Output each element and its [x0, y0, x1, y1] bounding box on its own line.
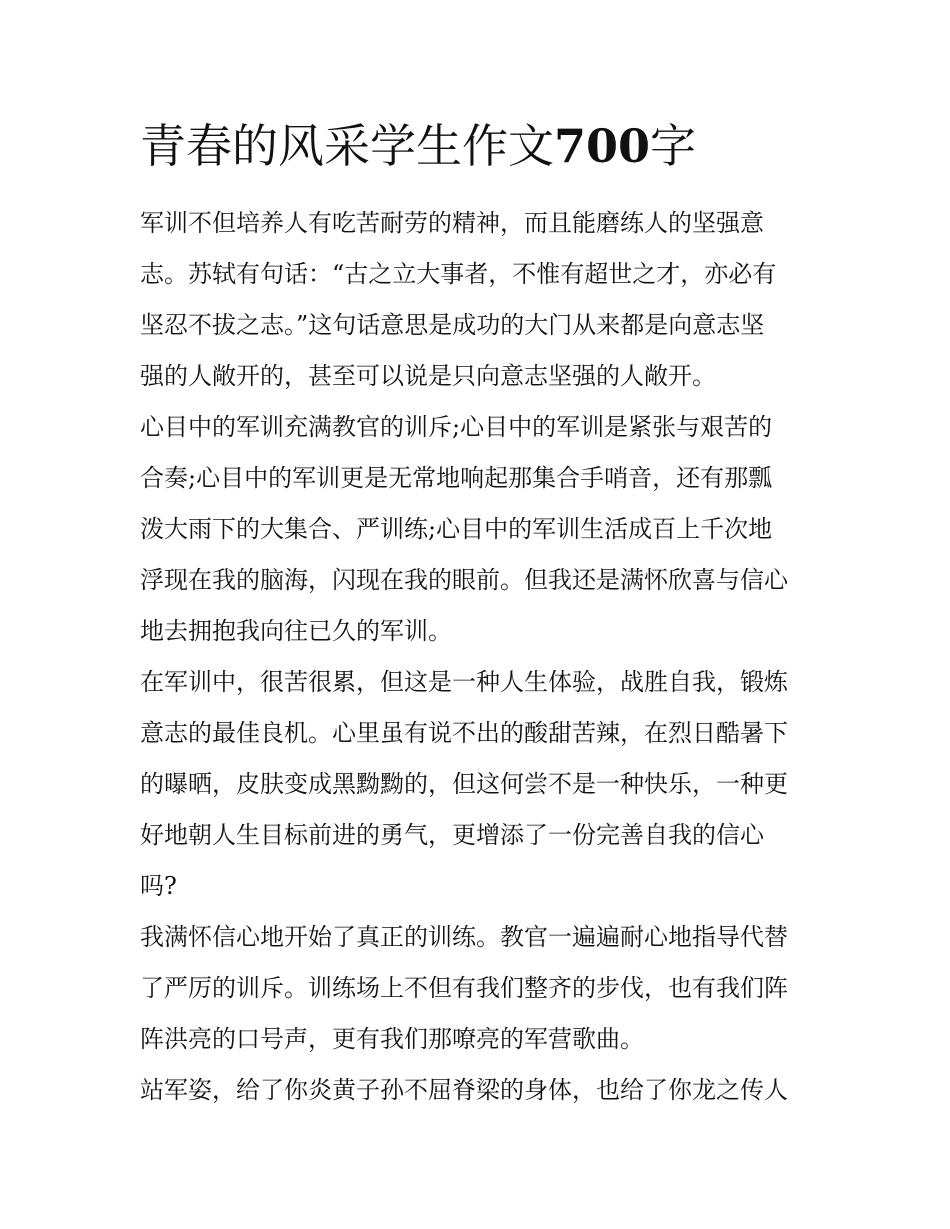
paragraph-1: [140, 198, 815, 402]
text-line: 浮现在我的脑海，闪现在我的眼前。但我还是满怀欣喜与信心: [140, 566, 788, 594]
text-line: 合奏;心目中的军训更是无常地响起那集合手哨音，还有那瓢: [140, 464, 773, 492]
text-line: 在军训中，很苦很累，但这是一种人生体验，战胜自我，锻炼: [140, 668, 788, 696]
title-text: 青春的风采学生作文: [140, 119, 554, 173]
text-line: 地去拥抱我向往已久的军训。: [140, 617, 452, 645]
text-line: 站军姿，给了你炎黄子孙不屈脊梁的身体，也给了你龙之传人: [140, 1076, 788, 1104]
text-line: 意志的最佳良机。心里虽有说不出的酸甜苦辣，在烈日酷暑下: [140, 719, 788, 747]
document-title: [140, 116, 696, 176]
text-line: 坚忍不拔之志。”这句话意思是成功的大门从来都是向意志坚: [140, 311, 765, 339]
text-line: 泼大雨下的大集合、严训练;心目中的军训生活成百上千次地: [140, 515, 773, 543]
text-line: 阵洪亮的口号声，更有我们那嘹亮的军营歌曲。: [140, 1025, 644, 1053]
text-line: 的曝晒，皮肤变成黑黝黝的，但这何尝不是一种快乐，一种更: [140, 770, 788, 798]
paragraph-4: [140, 912, 815, 1065]
paragraph-5: [140, 1065, 815, 1116]
text-line: 了严厉的训斥。训练场上不但有我们整齐的步伐，也有我们阵: [140, 974, 788, 1002]
text-line: 心目中的军训充满教官的训斥;心目中的军训是紧张与艰苦的: [140, 413, 773, 441]
title-number: 700: [554, 119, 651, 173]
title-suffix: 字: [650, 119, 697, 173]
text-line: 志。苏轼有句话：“古之立大事者，不惟有超世之才，亦必有: [140, 260, 777, 288]
text-line: 吗?: [140, 872, 177, 900]
document-body: [140, 198, 815, 1116]
paragraph-3: [140, 657, 815, 912]
text-line: 我满怀信心地开始了真正的训练。教官一遍遍耐心地指导代替: [140, 923, 788, 951]
text-line: 强的人敞开的，甚至可以说是只向意志坚强的人敞开。: [140, 362, 716, 390]
text-line: 好地朝人生目标前进的勇气，更增添了一份完善自我的信心: [140, 821, 764, 849]
text-line: 军训不但培养人有吃苦耐劳的精神，而且能磨练人的坚强意: [140, 209, 764, 237]
paragraph-2: [140, 402, 815, 657]
